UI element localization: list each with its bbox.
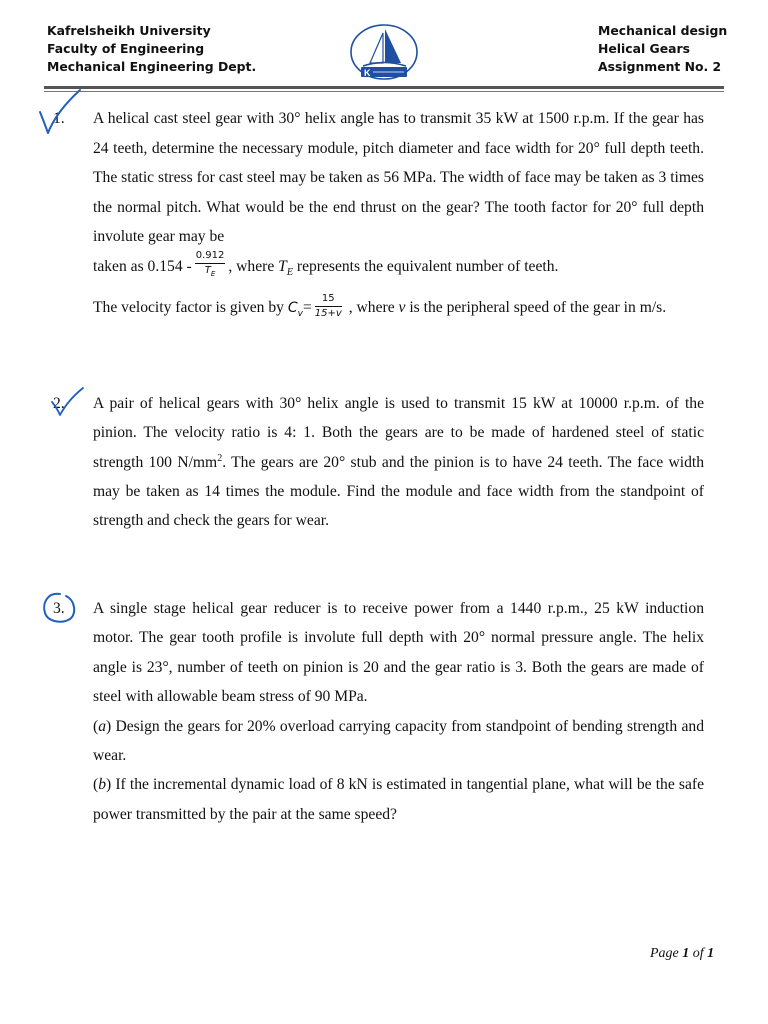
assignment-number: Assignment No. 2 [598, 59, 722, 74]
tooth-factor-prefix: taken as 0.154 - [93, 257, 192, 275]
v-symbol: v [398, 298, 406, 316]
velocity-where: , where [348, 298, 395, 316]
cv-symbol: $C_v$ [287, 299, 303, 319]
part-a-label: a [98, 717, 106, 735]
question-1-number: 1. [53, 110, 65, 127]
question-3 [93, 594, 704, 829]
tooth-factor-description: represents the equivalent number of teeth. [296, 257, 559, 275]
header-rule-thick [44, 86, 724, 89]
topic-name: Helical Gears [598, 41, 690, 56]
question-2 [93, 389, 704, 535]
part-b-text: If the incremental dynamic load of 8 kN is estimated in tangential plane, what will be the safe power transmitted by the pair at the same speed? [93, 776, 705, 823]
part-a-text: Design the gears for 20% overload carrying capacity from standpoint of bending strength and wear. [93, 717, 704, 765]
question-1-tooth-factor [93, 252, 704, 288]
course-block [598, 22, 727, 76]
page-number: Page 1 of 1 [650, 946, 715, 961]
question-2-text: A pair of helical gears with 30° helix angle is used to transmit 15 kW at 10000 r.p.m. of the pinion. The velocity ratio is 4: 1. Both the gears are to be made of hardened steel of static strength 100 $N/mm^2$. The gears are 20° stub and the pinion is to have 24 teeth. The face width may be taken as 14 times the module. Find the module and face width from the standpoint of strength and check the gears for wear. [93, 395, 704, 530]
cv-denominator: 15+v [314, 307, 342, 319]
te-symbol: $T_E$ [278, 257, 293, 279]
cv-equals: = [302, 298, 312, 316]
cv-numerator: 15 [315, 293, 342, 307]
tooth-factor-denominator: $T_E$ [204, 265, 216, 279]
question-2-number: 2. [53, 395, 65, 412]
department-name: Mechanical Engineering Dept. [47, 59, 257, 74]
part-b-label: b [98, 776, 106, 794]
question-1-text: A helical cast steel gear with 30° helix angle has to transmit 35 kW at 1500 r.p.m. If the gear has 24 teeth, determine the necessary module, pitch diameter and face width for 20° full depth teeth. The static stress for cast steel may be taken as 56 MPa. The width of face may be taken as 3 times the normal pitch. What would be the end thrust on the gear? The tooth factor for 20° full depth involute gear may be [93, 110, 704, 246]
svg-text:K: K [364, 68, 371, 78]
institution-block [47, 22, 256, 76]
tooth-factor-fraction [195, 250, 226, 280]
question-3-intro: A single stage helical gear reducer is to receive power from a 1440 r.p.m., 25 kW induction motor. The gear tooth profile is involute full depth with 20° normal pressure angle. The helix angle is 23°, number of teeth on pinion is 20 and the gear ratio is 3. Both the gears are made of steel with allowable beam stress of 90 MPa. [93, 600, 704, 706]
university-logo [349, 23, 419, 81]
page-header [0, 22, 768, 82]
velocity-prefix: The velocity factor is given by [93, 298, 284, 316]
university-name: Kafrelsheikh University [47, 23, 211, 38]
tooth-factor-numerator: 0.912 [195, 250, 226, 264]
cv-fraction [315, 293, 342, 320]
header-rule-thin [44, 91, 724, 92]
question-1 [93, 104, 704, 329]
velocity-description: is the peripheral speed of the gear in m/s. [409, 298, 667, 316]
question-3-number: 3. [53, 600, 65, 617]
tooth-factor-where: , where [228, 257, 275, 275]
faculty-name: Faculty of Engineering [47, 41, 205, 56]
course-name: Mechanical design [598, 23, 728, 38]
question-3-part-a: (a) Design the gears for 20% overload carrying capacity from standpoint of bending strength and wear. [93, 717, 704, 765]
question-1-velocity-factor [93, 293, 704, 329]
question-3-part-b: (b) If the incremental dynamic load of 8 kN is estimated in tangential plane, what will be the safe power transmitted by the pair at the same speed? [93, 776, 705, 823]
